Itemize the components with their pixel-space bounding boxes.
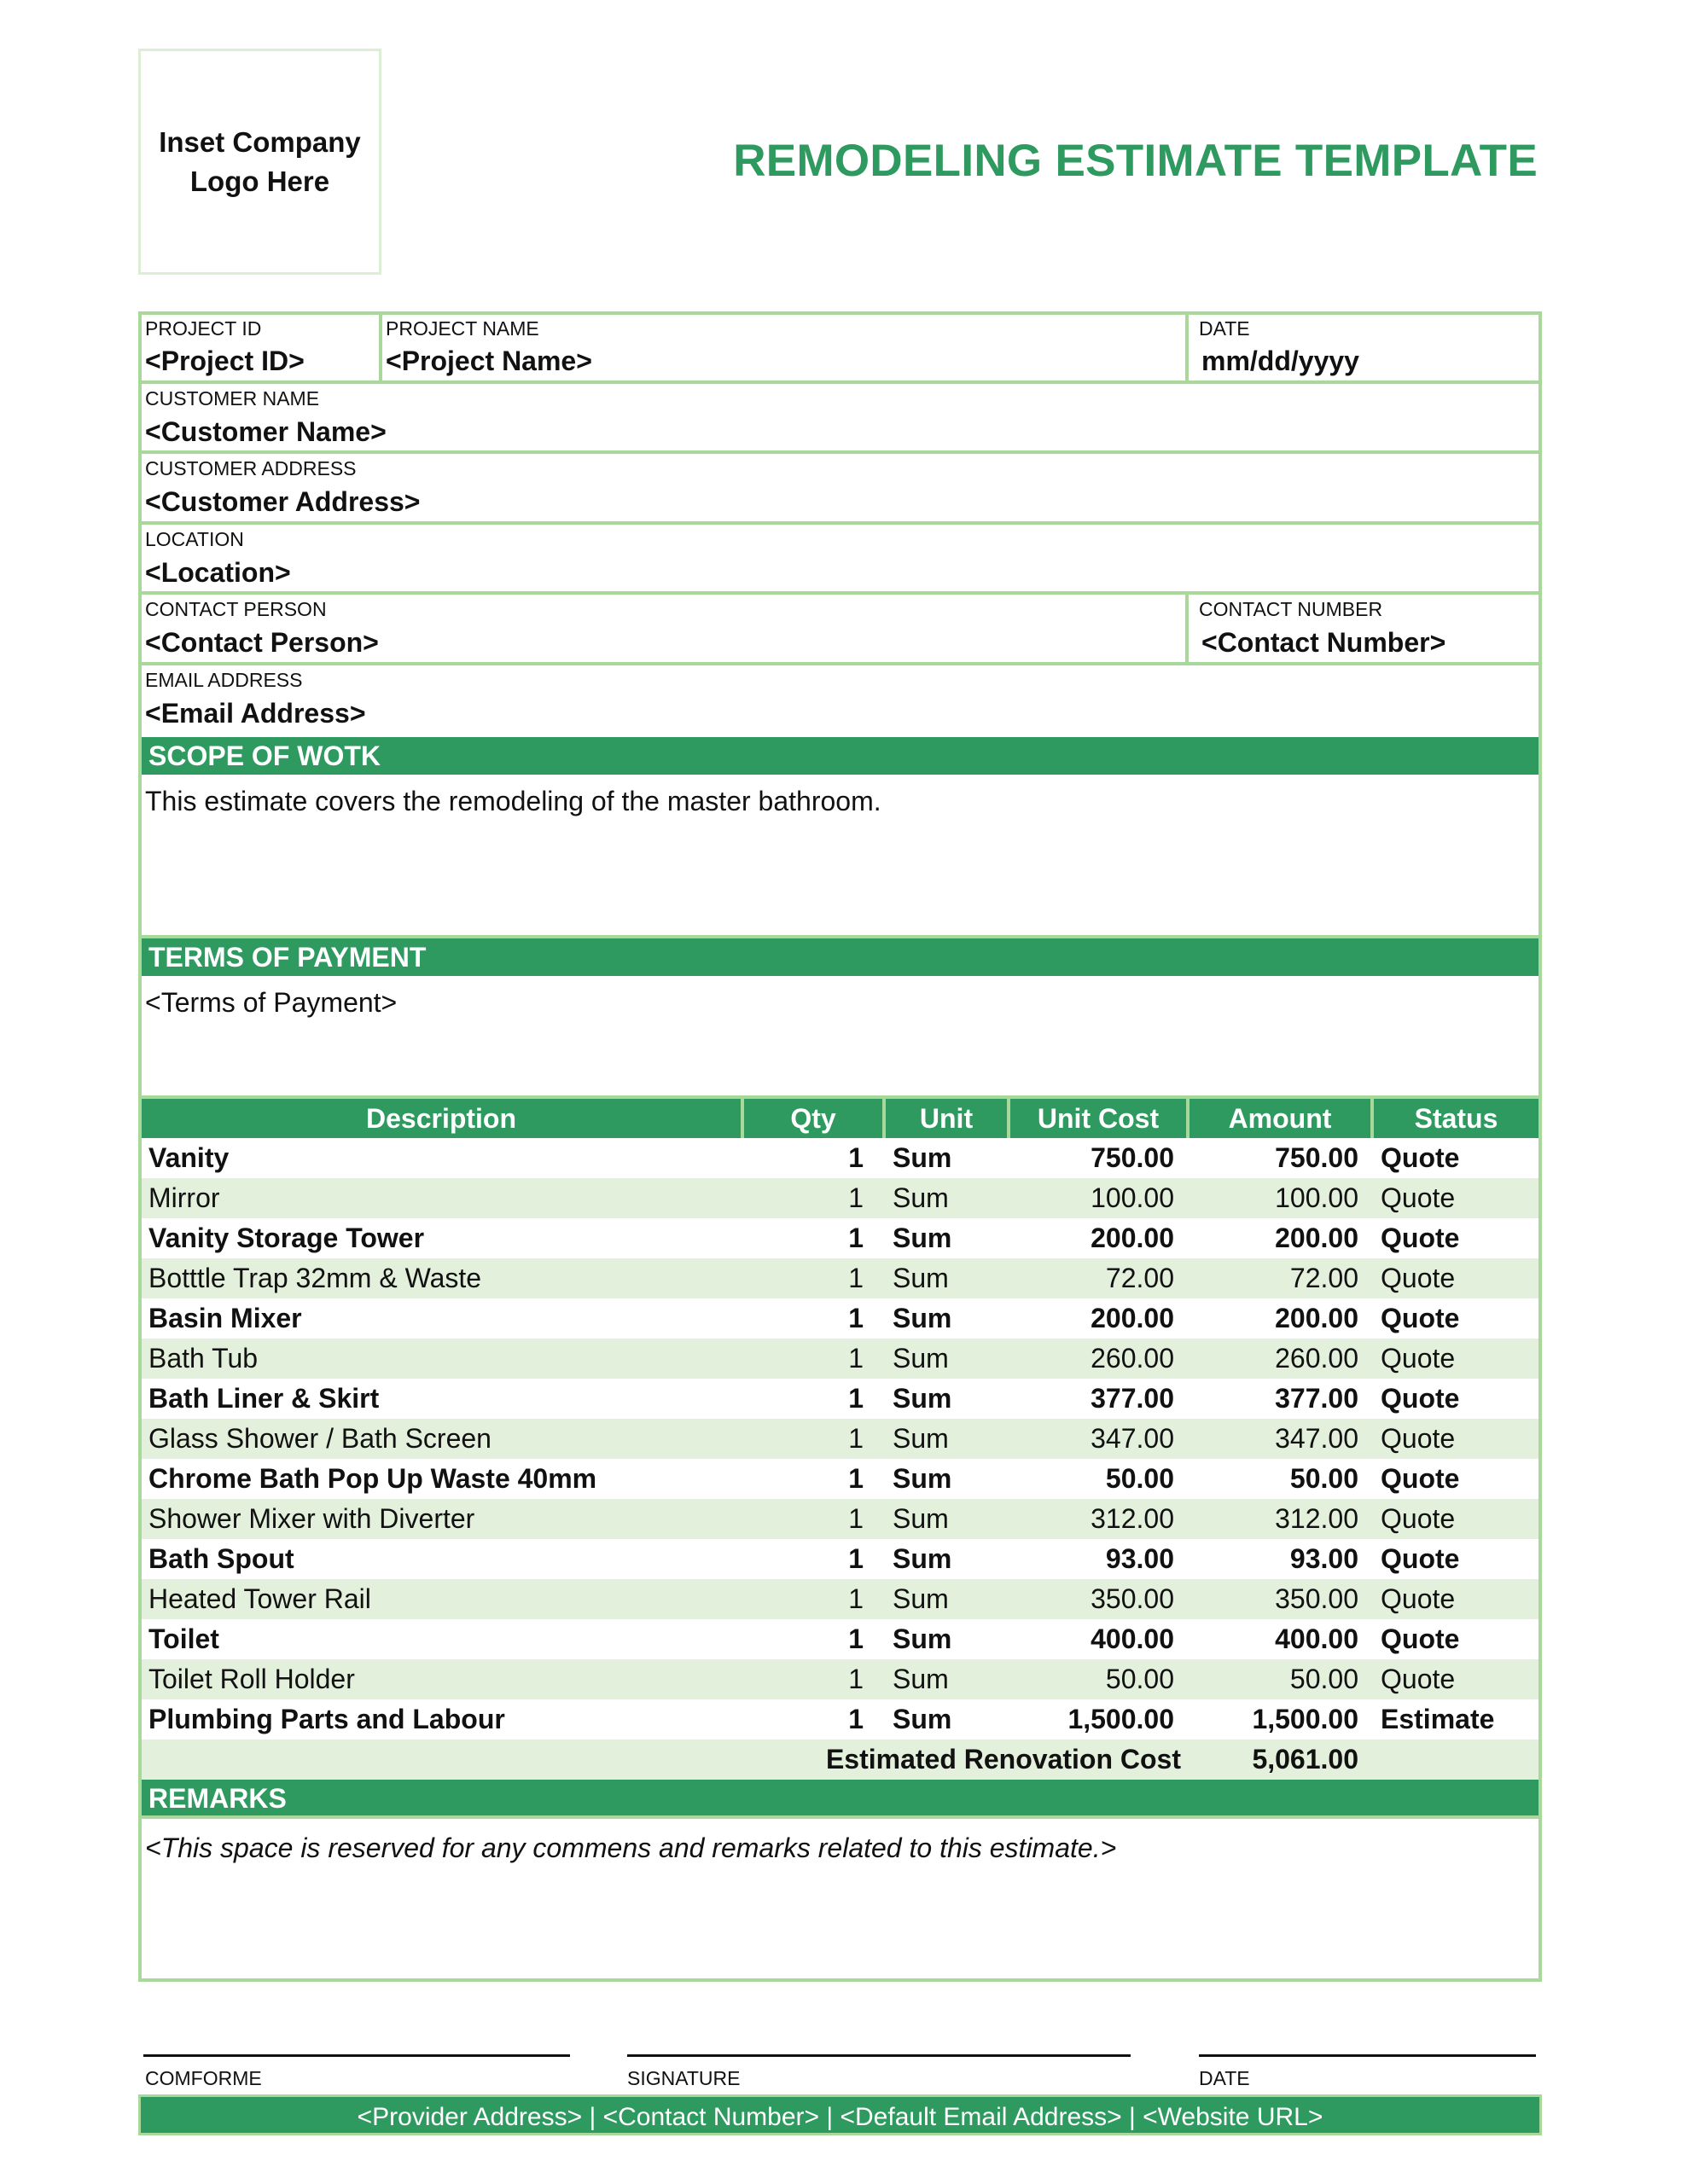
cell-unit-cost: 750.00 (1091, 1142, 1174, 1173)
cell-unit-cost: 200.00 (1091, 1303, 1174, 1333)
cell-unit-cost: 1,500.00 (1067, 1704, 1174, 1734)
divider (1186, 1099, 1189, 1138)
cell-unit: Sum (893, 1623, 952, 1654)
cell-unit-cost: 50.00 (1105, 1463, 1174, 1494)
project-id-field[interactable]: <Project ID> (145, 346, 305, 376)
cell-unit-cost: 260.00 (1091, 1343, 1174, 1374)
cell-qty: 1 (848, 1142, 864, 1173)
cell-status: Quote (1381, 1303, 1460, 1333)
divider (138, 1815, 1542, 1819)
table-row (142, 1218, 1538, 1258)
cell-qty: 1 (848, 1303, 864, 1333)
cell-amount: 312.00 (1275, 1503, 1358, 1534)
table-row (142, 1379, 1538, 1419)
cell-unit: Sum (893, 1664, 949, 1694)
cell-status: Quote (1381, 1263, 1456, 1293)
cell-description: Toilet (148, 1623, 219, 1654)
contact-number-field[interactable]: <Contact Number> (1201, 627, 1446, 658)
cell-amount: 347.00 (1275, 1423, 1358, 1454)
table-row (142, 1659, 1538, 1699)
cell-amount: 350.00 (1275, 1583, 1358, 1614)
cell-qty: 1 (848, 1263, 864, 1293)
date-label: DATE (1199, 317, 1250, 340)
conforme-line (143, 2054, 570, 2057)
cell-qty: 1 (848, 1223, 864, 1253)
remarks-heading: REMARKS (142, 1780, 1538, 1817)
cell-unit: Sum (893, 1543, 952, 1574)
cell-unit-cost: 50.00 (1105, 1664, 1174, 1694)
cell-amount: 50.00 (1289, 1463, 1358, 1494)
table-row (142, 1298, 1538, 1339)
cell-unit-cost: 347.00 (1091, 1423, 1174, 1454)
cell-unit: Sum (893, 1383, 952, 1414)
cell-amount: 200.00 (1275, 1223, 1358, 1253)
cell-description: Vanity (148, 1142, 230, 1173)
cell-unit: Sum (893, 1583, 949, 1614)
total-value: 5,061.00 (1252, 1744, 1358, 1774)
cell-unit: Sum (893, 1223, 952, 1253)
cell-description: Chrome Bath Pop Up Waste 40mm (148, 1463, 597, 1494)
cell-status: Quote (1381, 1463, 1460, 1494)
cell-status: Quote (1381, 1182, 1456, 1213)
cell-amount: 1,500.00 (1252, 1704, 1358, 1734)
cell-description: Basin Mixer (148, 1303, 302, 1333)
cell-status: Quote (1381, 1543, 1460, 1574)
table-row (142, 1178, 1538, 1218)
cell-unit: Sum (893, 1303, 952, 1333)
divider (138, 662, 1542, 665)
divider (138, 521, 1542, 525)
cell-unit: Sum (893, 1263, 949, 1293)
cell-unit-cost: 400.00 (1091, 1623, 1174, 1654)
cell-amount: 377.00 (1275, 1383, 1358, 1414)
cell-unit: Sum (893, 1182, 949, 1213)
conforme-label: COMFORME (145, 2067, 262, 2089)
logo-text-line-2: Logo Here (189, 165, 330, 197)
table-header (142, 1099, 1538, 1138)
cell-qty: 1 (848, 1583, 864, 1614)
cell-qty: 1 (848, 1664, 864, 1694)
table-row (142, 1138, 1538, 1178)
scope-text[interactable]: This estimate covers the remodeling of the master bathroom. (145, 786, 881, 816)
cell-amount: 50.00 (1289, 1664, 1358, 1694)
cell-amount: 93.00 (1289, 1543, 1358, 1574)
divider (138, 450, 1542, 454)
scope-heading: SCOPE OF WOTK (142, 737, 1538, 775)
location-label: LOCATION (145, 528, 244, 550)
project-name-field[interactable]: <Project Name> (386, 346, 592, 376)
divider (379, 311, 382, 382)
column-header-description: Description (365, 1103, 517, 1134)
cell-qty: 1 (848, 1543, 864, 1574)
email-label: EMAIL ADDRESS (145, 669, 303, 691)
date-signature-line (1199, 2054, 1536, 2057)
cell-status: Quote (1381, 1623, 1460, 1654)
cell-unit-cost: 377.00 (1091, 1383, 1174, 1414)
cell-amount: 72.00 (1289, 1263, 1358, 1293)
cell-unit: Sum (893, 1704, 952, 1734)
cell-description: Toilet Roll Holder (148, 1664, 355, 1694)
column-header-status: Status (1414, 1103, 1498, 1134)
cell-qty: 1 (848, 1503, 864, 1534)
customer-address-field[interactable]: <Customer Address> (145, 486, 421, 517)
divider (138, 591, 1542, 595)
cell-unit-cost: 72.00 (1105, 1263, 1174, 1293)
email-field[interactable]: <Email Address> (145, 698, 366, 729)
terms-heading: TERMS OF PAYMENT (142, 938, 1538, 976)
cell-unit-cost: 100.00 (1091, 1182, 1174, 1213)
table-row (142, 1619, 1538, 1659)
cell-amount: 200.00 (1275, 1303, 1358, 1333)
signature-label: SIGNATURE (627, 2067, 741, 2089)
divider (882, 1099, 886, 1138)
total-label: Estimated Renovation Cost (825, 1744, 1181, 1774)
cell-description: Botttle Trap 32mm & Waste (148, 1263, 482, 1293)
cell-description: Plumbing Parts and Labour (148, 1704, 505, 1734)
cell-status: Quote (1381, 1664, 1456, 1694)
cell-status: Quote (1381, 1383, 1460, 1414)
cell-amount: 400.00 (1275, 1623, 1358, 1654)
table-row (142, 1499, 1538, 1539)
cell-unit: Sum (893, 1343, 949, 1374)
table-row (142, 1419, 1538, 1459)
cell-description: Bath Tub (148, 1343, 259, 1374)
project-name-label: PROJECT NAME (386, 317, 539, 340)
cell-unit-cost: 312.00 (1091, 1503, 1174, 1534)
cell-description: Shower Mixer with Diverter (148, 1503, 475, 1534)
signature-line (627, 2054, 1131, 2057)
divider (1185, 311, 1189, 382)
date-field[interactable]: mm/dd/yyyy (1201, 346, 1359, 376)
cell-unit: Sum (893, 1423, 949, 1454)
cell-status: Quote (1381, 1583, 1456, 1614)
remarks-text[interactable]: <This space is reserved for any commens and remarks related to this estimate.> (145, 1833, 1117, 1863)
table-row (142, 1339, 1538, 1379)
page-title: REMODELING ESTIMATE TEMPLATE (733, 136, 1538, 186)
cell-description: Bath Liner & Skirt (148, 1383, 380, 1414)
cell-status: Quote (1381, 1423, 1456, 1454)
logo-placeholder (138, 49, 381, 275)
cell-status: Quote (1381, 1503, 1456, 1534)
location-field[interactable]: <Location> (145, 557, 291, 588)
contact-person-field[interactable]: <Contact Person> (145, 627, 379, 658)
table-row (142, 1258, 1538, 1298)
table-row (142, 1459, 1538, 1499)
cell-qty: 1 (848, 1383, 864, 1414)
cell-description: Heated Tower Rail (148, 1583, 371, 1614)
divider (741, 1099, 744, 1138)
column-header-qty: Qty (790, 1103, 836, 1134)
contact-number-label: CONTACT NUMBER (1199, 598, 1383, 620)
cell-description: Mirror (148, 1182, 220, 1213)
cell-status: Quote (1381, 1142, 1460, 1173)
cell-amount: 260.00 (1275, 1343, 1358, 1374)
cell-unit: Sum (893, 1142, 952, 1173)
divider (1185, 591, 1189, 664)
cell-description: Glass Shower / Bath Screen (148, 1423, 492, 1454)
cell-qty: 1 (848, 1343, 864, 1374)
cell-amount: 750.00 (1275, 1142, 1358, 1173)
cell-status: Estimate (1381, 1704, 1495, 1734)
cell-amount: 100.00 (1275, 1182, 1358, 1213)
logo-text-line-1: Inset Company (159, 125, 361, 158)
customer-address-label: CUSTOMER ADDRESS (145, 457, 357, 479)
customer-name-label: CUSTOMER NAME (145, 387, 320, 410)
divider (1370, 1099, 1374, 1138)
column-header-unit: Unit (919, 1103, 974, 1134)
cell-qty: 1 (848, 1623, 864, 1654)
cell-description: Vanity Storage Tower (148, 1223, 425, 1253)
footer-contact-bar: <Provider Address> | <Contact Number> | <Default Email Address> | <Website URL> (138, 2094, 1542, 2135)
cell-qty: 1 (848, 1182, 864, 1213)
column-header-amount: Amount (1228, 1103, 1332, 1134)
cell-unit-cost: 200.00 (1091, 1223, 1174, 1253)
cell-unit-cost: 93.00 (1105, 1543, 1174, 1574)
cell-unit: Sum (893, 1503, 949, 1534)
terms-text[interactable]: <Terms of Payment> (145, 987, 398, 1018)
cell-unit-cost: 350.00 (1091, 1583, 1174, 1614)
column-header-unit-cost: Unit Cost (1037, 1103, 1160, 1134)
divider (1007, 1099, 1010, 1138)
total-row (142, 1740, 1538, 1780)
signature-date-label: DATE (1199, 2067, 1250, 2089)
table-row (142, 1539, 1538, 1579)
contact-person-label: CONTACT PERSON (145, 598, 327, 620)
cell-status: Quote (1381, 1223, 1460, 1253)
table-row (142, 1579, 1538, 1619)
table-row (142, 1699, 1538, 1740)
cell-unit: Sum (893, 1463, 952, 1494)
cell-qty: 1 (848, 1463, 864, 1494)
cell-description: Bath Spout (148, 1543, 294, 1574)
project-id-label: PROJECT ID (145, 317, 262, 340)
cell-status: Quote (1381, 1343, 1456, 1374)
cell-qty: 1 (848, 1423, 864, 1454)
customer-name-field[interactable]: <Customer Name> (145, 416, 387, 447)
cell-qty: 1 (848, 1704, 864, 1734)
divider (138, 380, 1542, 384)
